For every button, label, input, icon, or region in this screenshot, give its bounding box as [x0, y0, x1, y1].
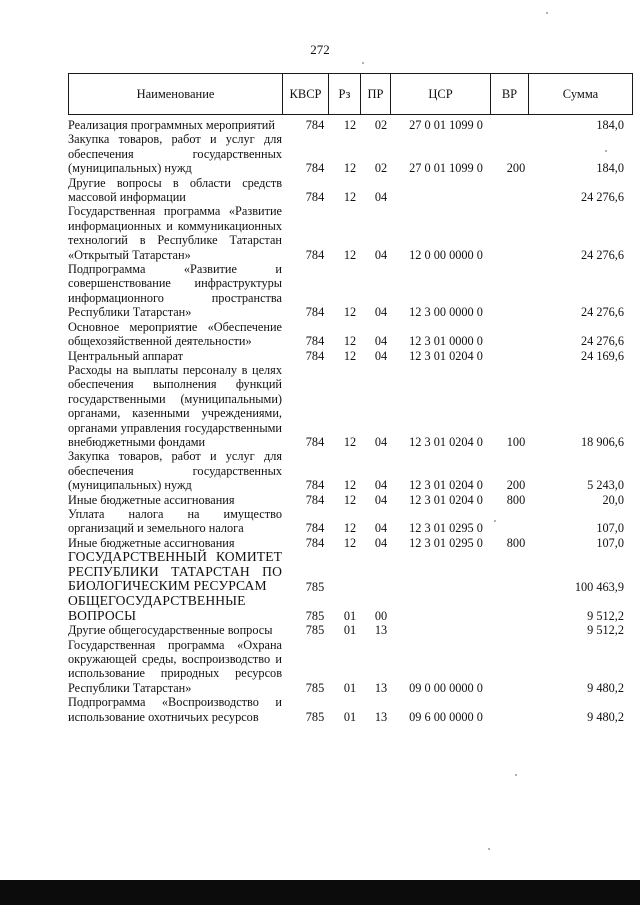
row-sum: 9 512,2: [587, 623, 624, 638]
table-header: [68, 73, 633, 115]
row-name: Расходы на выплаты персоналу в целях обеспечения выполнения функций государственными (муниципальными) органами, казенными учреждениями, органами управления государственными внебюджетными фондами: [68, 362, 282, 449]
row-csr: 12 3 01 0000 0: [409, 334, 483, 349]
row-name: ОБЩЕГОСУДАРСТВЕННЫЕ ВОПРОСЫ: [68, 592, 246, 623]
row-rz: 12: [343, 334, 357, 349]
row-vr: 100: [506, 434, 526, 449]
table-row: [68, 638, 632, 696]
table-row: [68, 623, 632, 637]
row-pr: 04: [374, 305, 388, 320]
row-name: Другие общегосударственные вопросы: [68, 623, 273, 638]
row-name: Основное мероприятие «Обеспечение общехозяйственной деятельности»: [68, 319, 282, 349]
row-name: Другие вопросы в области средств массовой информации: [68, 175, 282, 205]
row-sum: 100 463,9: [574, 579, 624, 594]
row-rz: 12: [343, 305, 357, 320]
row-kvsr: 785: [305, 623, 325, 638]
row-name: Подпрограмма «Развитие и совершенствование инфраструктуры информационного пространства Республики Татарстан»: [68, 262, 282, 320]
table-row: [68, 320, 632, 349]
budget-rows: [68, 118, 632, 724]
scan-speck: [362, 62, 364, 64]
scan-speck: [494, 520, 496, 522]
row-vr: 800: [506, 535, 526, 550]
row-pr: 00: [374, 608, 388, 623]
table-row: [68, 550, 632, 594]
row-rz: 12: [343, 521, 357, 536]
row-sum: 9 480,2: [587, 680, 624, 695]
row-rz: 01: [343, 608, 357, 623]
row-pr: 04: [374, 521, 388, 536]
table-row: [68, 349, 632, 363]
row-sum: 18 906,6: [580, 434, 624, 449]
row-name: Центральный аппарат: [68, 348, 183, 363]
row-name: Закупка товаров, работ и услуг для обеспечения государственных (муниципальных) нужд: [68, 449, 282, 493]
row-kvsr: 784: [305, 305, 325, 320]
row-kvsr: 784: [305, 535, 325, 550]
scan-speck: [488, 848, 490, 850]
row-csr: 27 0 01 1099 0: [409, 118, 483, 132]
row-sum: 24 169,6: [580, 348, 624, 363]
row-csr: 12 3 01 0204 0: [409, 348, 483, 363]
row-csr: 12 3 01 0204 0: [409, 492, 483, 507]
row-pr: 04: [374, 535, 388, 550]
row-rz: 12: [343, 348, 357, 363]
row-vr: 200: [506, 478, 526, 493]
row-name: Реализация программных мероприятий: [68, 118, 275, 132]
row-csr: 12 3 01 0295 0: [409, 521, 483, 536]
row-pr: 04: [374, 190, 388, 205]
row-csr: 12 3 01 0295 0: [409, 535, 483, 550]
row-pr: 13: [374, 680, 388, 695]
scan-speck: [605, 150, 607, 152]
table-row: [68, 132, 632, 175]
scan-speck: [515, 774, 517, 776]
row-csr: 27 0 01 1099 0: [409, 161, 483, 176]
table-row: [68, 594, 632, 623]
row-vr: 200: [506, 161, 526, 176]
row-rz: 12: [343, 247, 357, 262]
table-row: [68, 363, 632, 449]
row-sum: 24 276,6: [580, 334, 624, 349]
row-name: Государственная программа «Развитие информационных и коммуникационных технологий в Республике Татарстан «Открытый Татарстан»: [68, 204, 282, 262]
row-pr: 02: [374, 161, 388, 176]
row-sum: 24 276,6: [580, 305, 624, 320]
column-header-csr: ЦСР: [391, 74, 491, 115]
column-header-kvsr: КВСР: [283, 74, 329, 115]
column-header-name: Наименование: [69, 74, 283, 115]
row-csr: 12 3 00 0000 0: [409, 305, 483, 320]
row-csr: 12 3 01 0204 0: [409, 434, 483, 449]
row-rz: 12: [343, 118, 357, 132]
row-kvsr: 784: [305, 434, 325, 449]
row-sum: 107,0: [596, 535, 624, 550]
row-sum: 20,0: [602, 492, 624, 507]
table-row: [68, 204, 632, 262]
row-kvsr: 784: [305, 478, 325, 493]
row-kvsr: 784: [305, 161, 325, 176]
row-sum: 9 512,2: [587, 608, 624, 623]
column-header-sum: Сумма: [529, 74, 633, 115]
column-header-vr: ВР: [491, 74, 529, 115]
row-rz: 01: [343, 623, 357, 638]
row-kvsr: 785: [305, 608, 325, 623]
row-kvsr: 784: [305, 118, 325, 132]
row-pr: 04: [374, 478, 388, 493]
table-row: [68, 262, 632, 320]
table-row: [68, 695, 632, 724]
row-kvsr: 784: [305, 190, 325, 205]
row-pr: 04: [374, 348, 388, 363]
row-kvsr: 785: [305, 709, 325, 724]
row-rz: 12: [343, 478, 357, 493]
row-csr: 09 0 00 0000 0: [409, 680, 483, 695]
row-kvsr: 784: [305, 521, 325, 536]
row-kvsr: 784: [305, 492, 325, 507]
row-sum: 184,0: [596, 118, 624, 132]
row-csr: 12 3 01 0204 0: [409, 478, 483, 493]
row-name: Закупка товаров, работ и услуг для обеспечения государственных (муниципальных) нужд: [68, 132, 282, 176]
row-rz: 12: [343, 434, 357, 449]
row-vr: 800: [506, 492, 526, 507]
page-number: 272: [310, 42, 330, 57]
row-pr: 04: [374, 334, 388, 349]
column-header-rz: Рз: [329, 74, 361, 115]
row-name: Иные бюджетные ассигнования: [68, 492, 235, 507]
row-rz: 12: [343, 535, 357, 550]
row-sum: 24 276,6: [580, 247, 624, 262]
row-pr: 13: [374, 709, 388, 724]
row-rz: 01: [343, 709, 357, 724]
row-rz: 01: [343, 680, 357, 695]
row-kvsr: 784: [305, 247, 325, 262]
row-kvsr: 784: [305, 348, 325, 363]
row-sum: 107,0: [596, 521, 624, 536]
row-name: Уплата налога на имущество организаций и земельного налога: [68, 506, 282, 536]
row-name: Иные бюджетные ассигнования: [68, 535, 235, 550]
table-row: [68, 118, 632, 132]
row-sum: 5 243,0: [587, 478, 624, 493]
row-csr: 12 0 00 0000 0: [409, 247, 483, 262]
row-csr: 09 6 00 0000 0: [409, 709, 483, 724]
row-sum: 24 276,6: [580, 190, 624, 205]
row-sum: 184,0: [596, 161, 624, 176]
row-sum: 9 480,2: [587, 709, 624, 724]
row-name: ГОСУДАРСТВЕННЫЙ КОМИТЕТ РЕСПУБЛИКИ ТАТАРСТАН ПО БИОЛОГИЧЕСКИМ РЕСУРСАМ: [68, 549, 282, 594]
row-name: Государственная программа «Охрана окружающей среды, воспроизводство и использование природных ресурсов Республики Татарстан»: [68, 637, 282, 695]
scan-speck: [546, 12, 548, 14]
row-name: Подпрограмма «Воспроизводство и использование охотничьих ресурсов: [68, 695, 282, 724]
row-kvsr: 785: [305, 680, 325, 695]
row-pr: 02: [374, 118, 388, 132]
table-row: [68, 493, 632, 507]
scan-bottom-edge: [0, 880, 640, 905]
row-pr: 04: [374, 434, 388, 449]
row-rz: 12: [343, 161, 357, 176]
table-row: [68, 176, 632, 205]
table-row: [68, 507, 632, 536]
row-pr: 04: [374, 247, 388, 262]
row-pr: 13: [374, 623, 388, 638]
row-pr: 04: [374, 492, 388, 507]
table-row: [68, 449, 632, 492]
column-header-pr: ПР: [361, 74, 391, 115]
row-rz: 12: [343, 190, 357, 205]
row-rz: 12: [343, 492, 357, 507]
row-kvsr: 784: [305, 334, 325, 349]
row-kvsr: 785: [305, 579, 325, 594]
